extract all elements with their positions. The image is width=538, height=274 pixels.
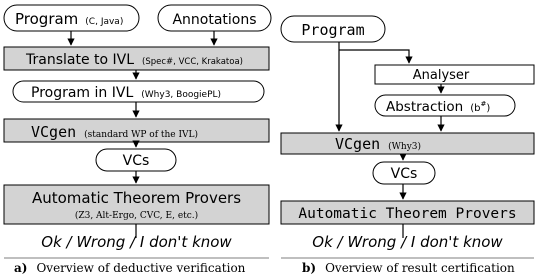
right-caption-label: b) (302, 261, 317, 274)
left-translate-label: Translate to IVL (26, 52, 135, 68)
left-atp-sub: (Z3, Alt-Ergo, CVC, E, etc.) (74, 211, 199, 221)
left-result-text: Ok / Wrong / I don't know (41, 233, 232, 251)
left-program-label: Program (15, 10, 79, 28)
right-arrow-program-analyser (339, 50, 409, 63)
right-result-text: Ok / Wrong / I don't know (312, 233, 503, 251)
left-vcgen-label: VCgen (31, 123, 77, 141)
left-caption-label: a) (14, 261, 28, 274)
left-translate-sub: (Spec#, VCC, Krakatoa) (142, 57, 243, 67)
left-annotations-label: Annotations (172, 12, 257, 28)
left-vcs-label: VCs (122, 153, 150, 169)
right-atp-label: Automatic Theorem Provers (298, 206, 517, 222)
right-program-label: Program (301, 21, 365, 39)
right-vcgen-sub: (Why3) (388, 142, 422, 152)
right-vcgen-label: VCgen (335, 135, 381, 153)
left-atp-label: Automatic Theorem Provers (31, 189, 242, 207)
left-diagram (4, 5, 271, 274)
svg-text:b) Overview of result ce (302, 259, 515, 274)
left-program-sub: (C, Java) (85, 17, 124, 27)
right-abstraction-close: ) (486, 103, 491, 114)
svg-text:a) Overview of deductive (14, 259, 246, 274)
right-diagram (281, 16, 534, 274)
left-caption-text: Overview of deductive verification (36, 261, 246, 274)
right-caption-text: Overview of result certification (325, 261, 515, 274)
right-abstraction-label: Abstraction (386, 99, 464, 115)
right-abstraction-sub: (b (470, 103, 481, 114)
left-program-ivl-label: Program in IVL (31, 85, 134, 101)
left-program-ivl-sub: (Why3, BoogiePL) (141, 90, 222, 100)
left-vcgen-sub: (standard WP of the IVL) (84, 130, 199, 140)
right-abstraction-sup: # (480, 100, 487, 108)
right-analyser-label: Analyser (412, 68, 470, 83)
right-vcs-label: VCs (390, 166, 418, 182)
